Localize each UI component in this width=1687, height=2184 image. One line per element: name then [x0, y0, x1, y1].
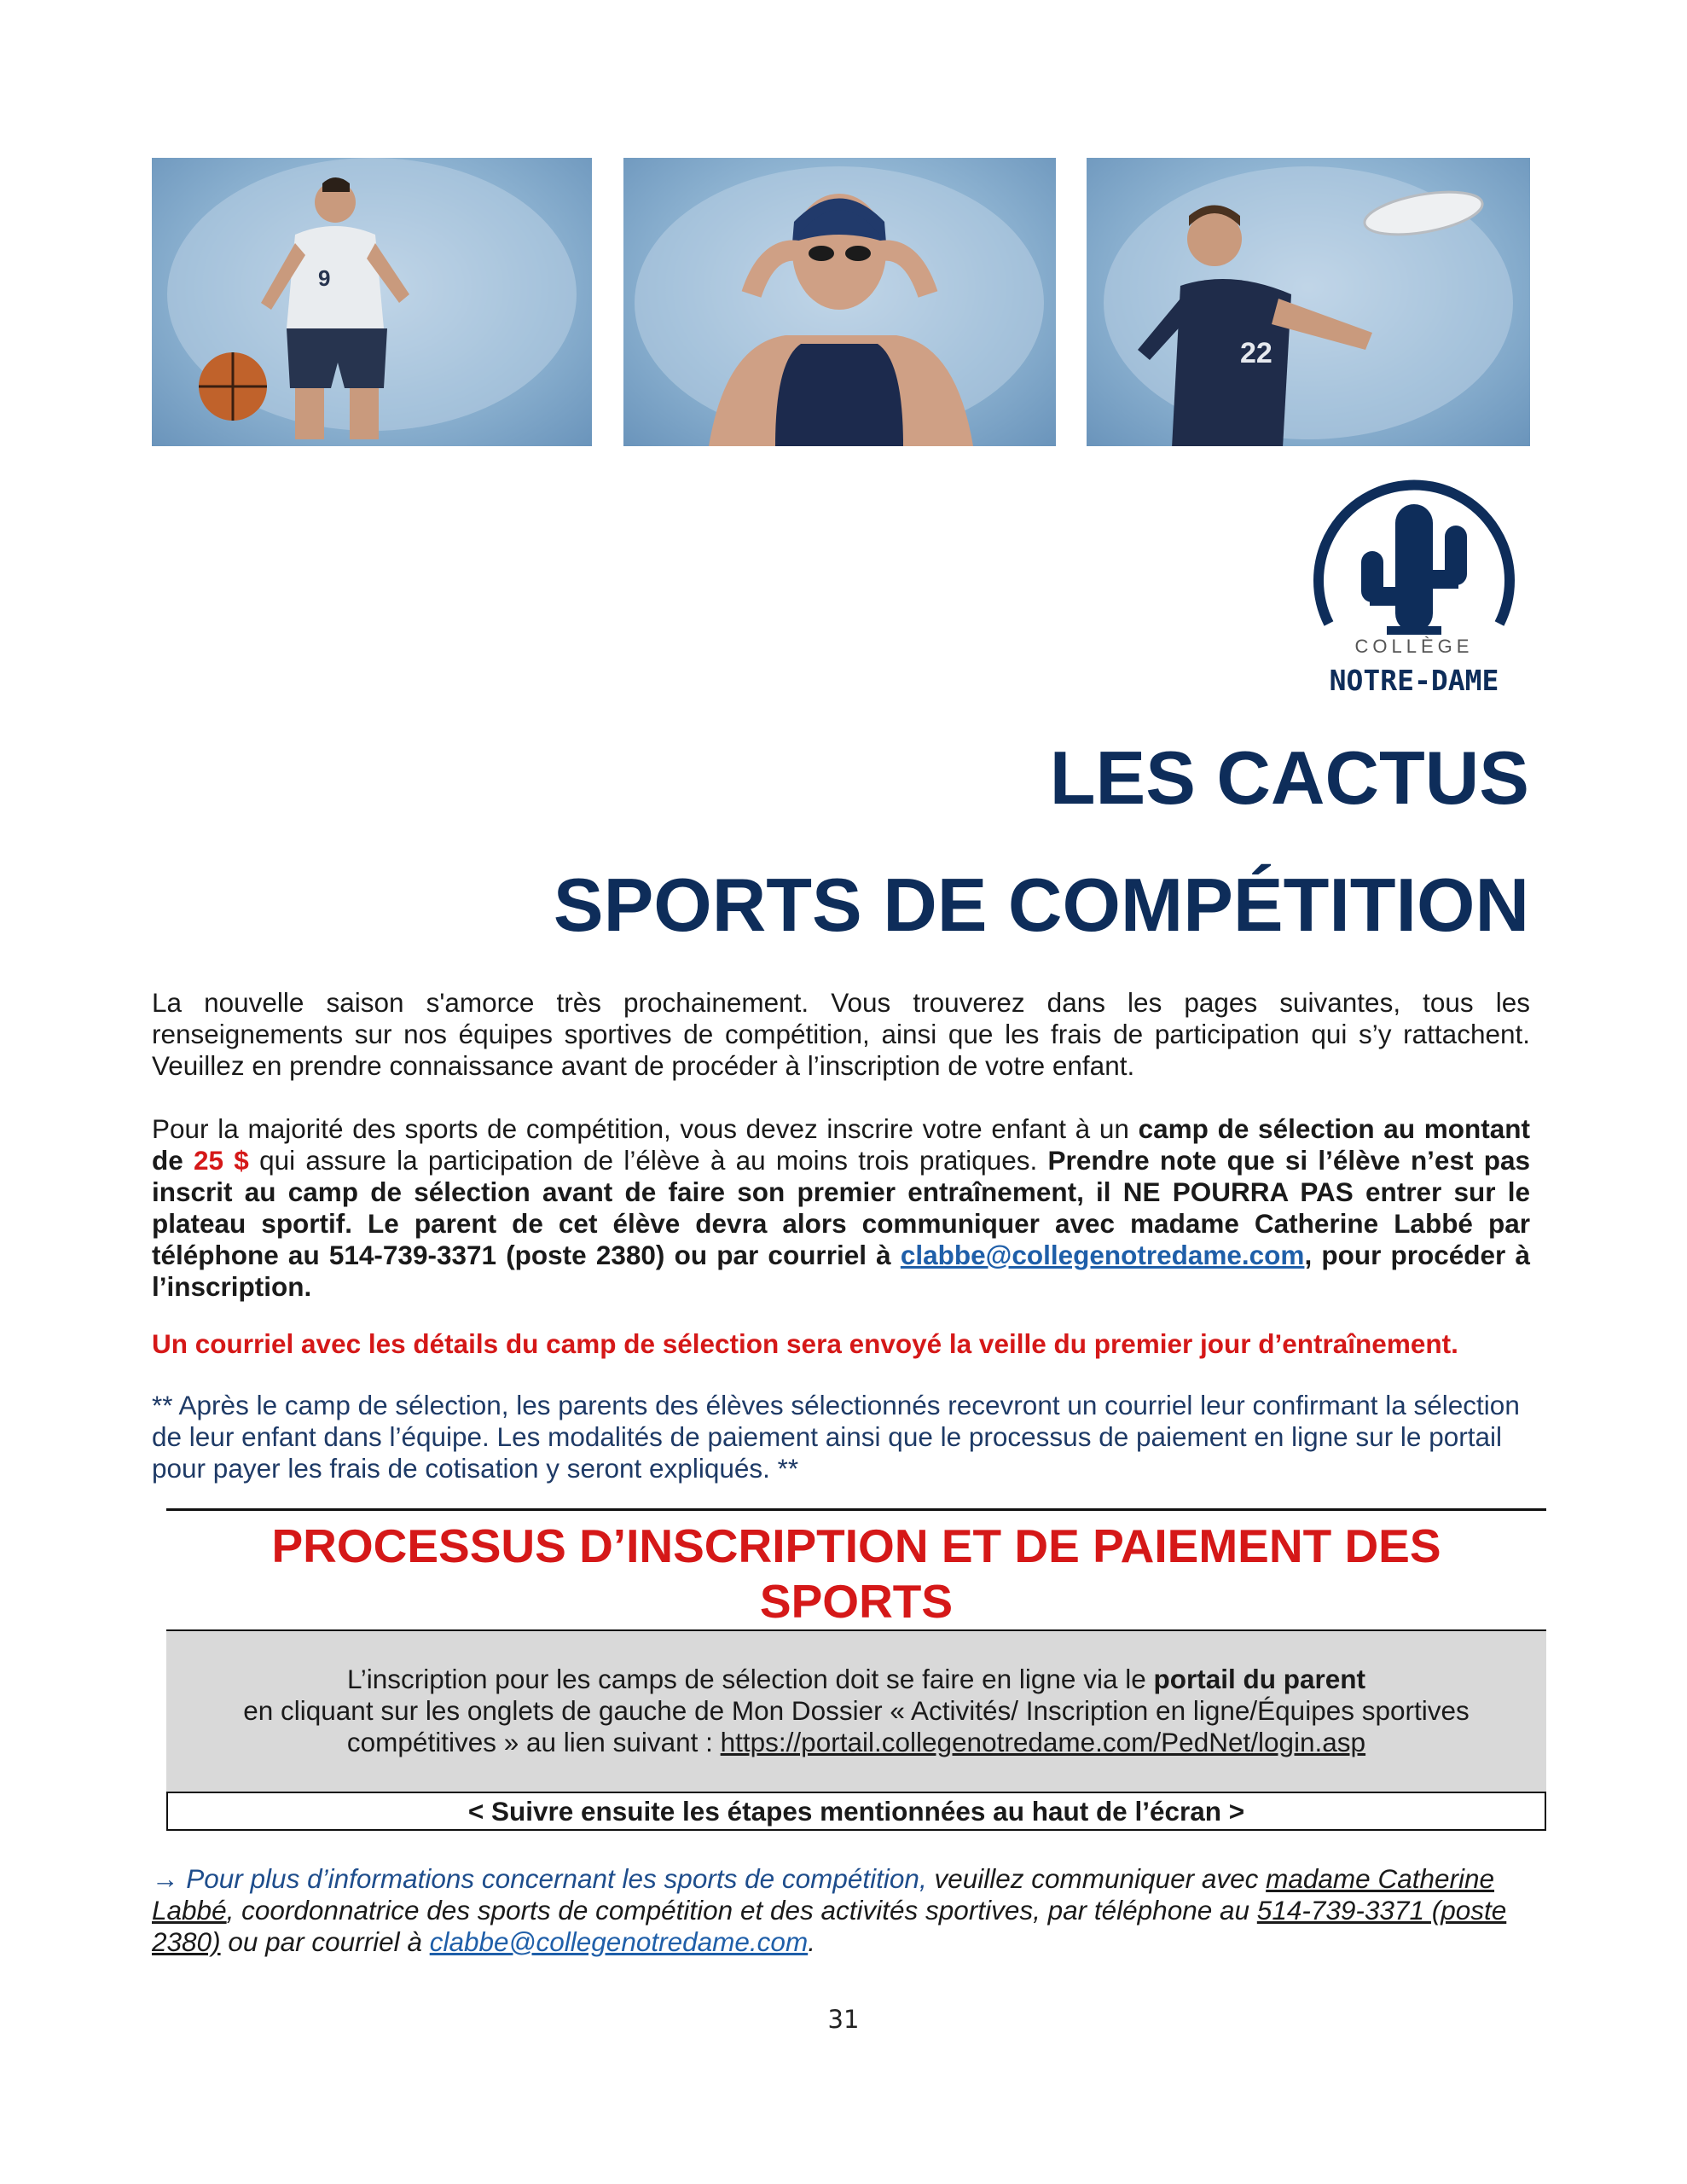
paragraph-text: Pour la majorité des sports de compétition, vous devez inscrire votre enfant à un [152, 1113, 1139, 1144]
process-line [166, 1664, 1546, 1695]
fee-amount: 25 $ [194, 1145, 249, 1176]
frisbee-player-photo [1087, 158, 1530, 446]
paragraph-bold-text: , pour procéder à l’inscription. [152, 1240, 1530, 1302]
college-logo [1295, 457, 1533, 696]
contact-name: madame Catherine Labbé [152, 1863, 1495, 1926]
logo-small-text: COLLÈGE [1354, 636, 1474, 657]
intro-paragraph: La nouvelle saison s'amorce très prochainement. Vous trouverez dans les pages suivantes, tous les renseignements sur nos équipes sportives de compétition, ainsi que les frais de participation qui s’y rattachent. Veuillez en prendre connaissance avant de procéder à l’inscription de votre enfant. [152, 987, 1530, 1081]
portal-link[interactable]: https://portail.collegenotredame.com/PedNet/login.asp [720, 1727, 1366, 1757]
paragraph-text: qui assure la participation de l’élève à au moins trois pratiques. [248, 1145, 1048, 1176]
footer-text: , coordonnatrice des sports de compétition et des activités sportives, par téléphone au [226, 1895, 1257, 1926]
footer-text: ou par courriel à [220, 1926, 430, 1957]
page-number: 31 [827, 2005, 860, 2034]
page-title: LES CACTUS [1049, 735, 1529, 820]
section-title-line: PROCESSUS D’INSCRIPTION ET DE PAIEMENT DES [271, 1519, 1441, 1572]
page-subtitle: SPORTS DE COMPÉTITION [553, 863, 1529, 947]
contact-note [152, 1863, 1530, 1958]
steps-note: < Suivre ensuite les étapes mentionnées au haut de l’écran > [166, 1792, 1546, 1831]
selection-note: ** Après le camp de sélection, les parents des élèves sélectionnés recevront un courriel leur confirmant la sélection de leur enfant dans l’équipe. Les modalités de paiement ainsi que le processus de paiement en ligne sur le portail pour payer les frais de cotisation y seront expliqués. ** [152, 1390, 1520, 1484]
paragraph-bold-text: Prendre note que si l’élève n’est pas inscrit au camp de sélection avant de faire son premier entraînement, il NE POURRA PAS entrer sur le plateau sportif. Le parent de cet élève devra alors communiquer avec madame Catherine Labbé par téléphone au 514-739-3371 (poste 2380) ou par courriel à [152, 1145, 1530, 1270]
footer-text: . [808, 1926, 815, 1957]
process-text: L’inscription pour les camps de sélection doit se faire en ligne via le [346, 1664, 1154, 1694]
section-title [166, 1519, 1546, 1629]
svg-text:9: 9 [318, 265, 331, 291]
process-box [166, 1631, 1546, 1792]
portal-label: portail du parent [1153, 1664, 1366, 1694]
svg-text:22: 22 [1240, 337, 1272, 369]
process-line: en cliquant sur les onglets de gauche de Mon Dossier « Activités/ Inscription en ligne/Équipes sportives [243, 1695, 1470, 1726]
process-text: compétitives » au lien suivant : [346, 1727, 721, 1757]
contact-phone: 514-739-3371 (poste 2380) [152, 1895, 1507, 1957]
footer-email-link[interactable]: clabbe@collegenotredame.com [429, 1926, 809, 1957]
process-line [166, 1727, 1546, 1758]
email-link[interactable]: clabbe@collegenotredame.com [900, 1240, 1305, 1270]
swimmer-photo [623, 158, 1056, 446]
logo-big-text: NOTRE-DAME [1329, 664, 1499, 697]
paragraph-bold-text: camp de sélection au montant de [152, 1113, 1530, 1176]
email-notice: Un courriel avec les détails du camp de sélection sera envoyé la veille du premier jour d’entraînement. [152, 1328, 1458, 1359]
basketball-player-photo [152, 158, 592, 446]
footer-text: veuillez communiquer avec [926, 1863, 1267, 1894]
arrow-text: → Pour plus d’informations concernant les sports de compétition, [152, 1863, 927, 1894]
divider [166, 1508, 1546, 1511]
selection-camp-paragraph [152, 1113, 1530, 1303]
section-title-line: SPORTS [759, 1575, 954, 1628]
